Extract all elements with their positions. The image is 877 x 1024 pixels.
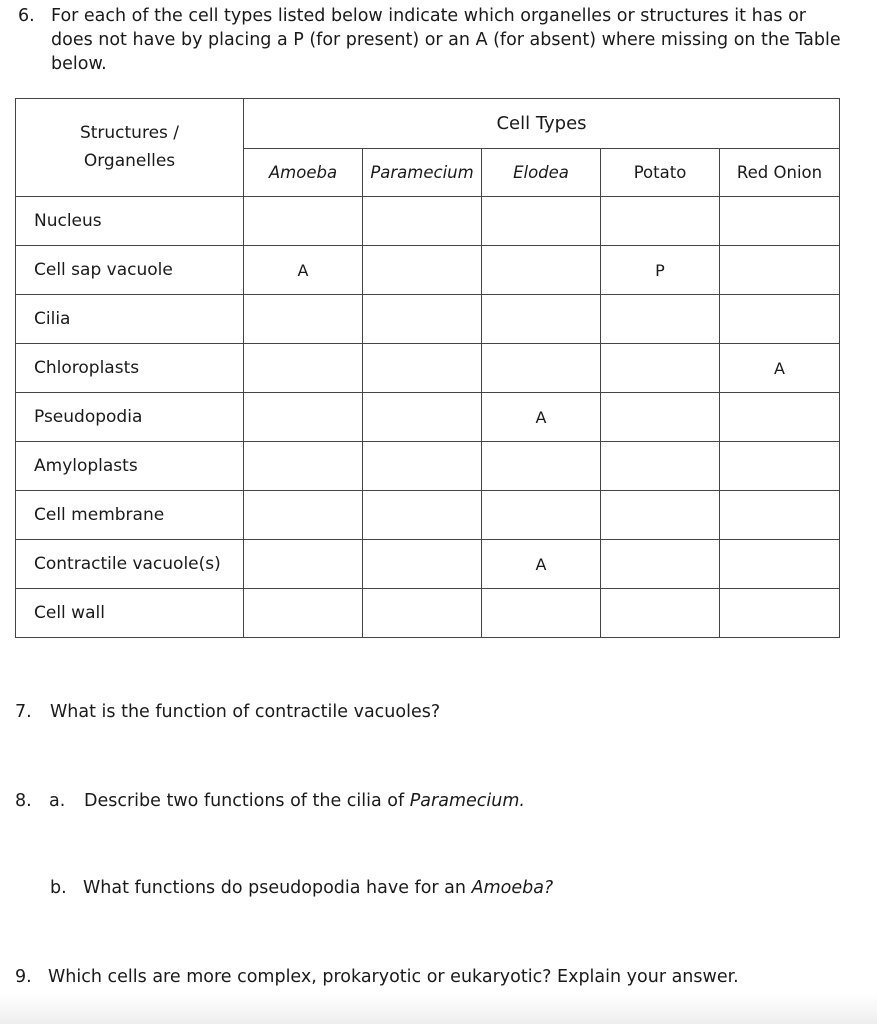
table-cell[interactable]	[363, 393, 482, 442]
column-header-amoeba: Amoeba	[244, 149, 363, 197]
table-cell[interactable]: A	[482, 540, 601, 589]
table-cell[interactable]	[601, 295, 720, 344]
table-cell[interactable]	[363, 589, 482, 638]
row-label: Nucleus	[16, 197, 244, 246]
structures-header	[16, 99, 244, 197]
table-row	[16, 295, 840, 344]
table-cell[interactable]	[720, 246, 840, 295]
row-label: Contractile vacuole(s)	[16, 540, 244, 589]
question-8b-text: What functions do pseudopodia have for an	[83, 878, 467, 898]
table-cell[interactable]	[482, 246, 601, 295]
structures-header-line1: Structures /	[79, 123, 180, 143]
table-cell[interactable]	[482, 442, 601, 491]
question-6-number: 6.	[18, 6, 35, 26]
table-cell[interactable]	[482, 589, 601, 638]
question-8a-text-wrap	[84, 789, 525, 813]
row-label: Cilia	[16, 295, 244, 344]
table-cell[interactable]	[363, 344, 482, 393]
table-row	[16, 491, 840, 540]
question-7-text: What is the function of contractile vacuoles?	[50, 702, 441, 722]
row-label: Pseudopodia	[16, 393, 244, 442]
table-cell[interactable]	[720, 442, 840, 491]
table-cell[interactable]	[720, 589, 840, 638]
table-cell[interactable]	[601, 393, 720, 442]
table-cell[interactable]	[601, 491, 720, 540]
table-row	[16, 540, 840, 589]
column-header-red-onion: Red Onion	[720, 149, 840, 197]
question-6-text: For each of the cell types listed below indicate which organelles or structures it has or does not have by placing a P (for present) or an A (for absent) where missing on the Table below.	[51, 6, 841, 74]
question-8b-label: b.	[50, 878, 67, 898]
cell-types-header: Cell Types	[244, 99, 840, 149]
table-cell[interactable]: A	[720, 344, 840, 393]
table-cell[interactable]	[482, 295, 601, 344]
table-cell[interactable]	[482, 197, 601, 246]
table-cell[interactable]	[720, 540, 840, 589]
table-cell[interactable]	[601, 344, 720, 393]
table-cell[interactable]	[601, 540, 720, 589]
table-cell[interactable]	[720, 491, 840, 540]
table-cell[interactable]	[363, 197, 482, 246]
table-cell[interactable]	[363, 295, 482, 344]
row-label: Cell sap vacuole	[16, 246, 244, 295]
table-cell[interactable]	[363, 491, 482, 540]
cell-types-table	[15, 98, 840, 638]
row-label: Chloroplasts	[16, 344, 244, 393]
row-label: Cell wall	[16, 589, 244, 638]
table-cell[interactable]	[244, 295, 363, 344]
table-cell[interactable]	[244, 197, 363, 246]
table-cell[interactable]	[601, 197, 720, 246]
table-cell[interactable]	[601, 589, 720, 638]
table-cell[interactable]	[244, 442, 363, 491]
table-cell[interactable]	[720, 197, 840, 246]
column-header-potato: Potato	[601, 149, 720, 197]
question-9-number: 9.	[15, 967, 32, 987]
table-cell[interactable]	[482, 491, 601, 540]
table-cell[interactable]	[244, 344, 363, 393]
table-cell[interactable]	[363, 540, 482, 589]
question-7-number: 7.	[15, 702, 32, 722]
table-row	[16, 589, 840, 638]
table-cell[interactable]	[244, 491, 363, 540]
table-cell[interactable]	[244, 393, 363, 442]
table-cell[interactable]: A	[482, 393, 601, 442]
row-label: Amyloplasts	[16, 442, 244, 491]
question-9-text: Which cells are more complex, prokaryotic or eukaryotic? Explain your answer.	[48, 967, 739, 987]
table-cell[interactable]	[363, 442, 482, 491]
table-cell[interactable]	[720, 393, 840, 442]
table-cell[interactable]: A	[244, 246, 363, 295]
table-row	[16, 442, 840, 491]
question-8b-text-wrap	[83, 876, 553, 900]
column-header-elodea: Elodea	[482, 149, 601, 197]
question-8a-label: a.	[49, 791, 66, 811]
table-row	[16, 344, 840, 393]
table-cell[interactable]	[720, 295, 840, 344]
question-8a-text: Describe two functions of the cilia of	[84, 791, 405, 811]
structures-header-line2: Organelles	[83, 151, 176, 171]
table-cell[interactable]	[363, 246, 482, 295]
table-cell[interactable]: P	[601, 246, 720, 295]
row-label: Cell membrane	[16, 491, 244, 540]
question-8a-italic: Paramecium.	[409, 791, 525, 811]
table-row	[16, 393, 840, 442]
table-row	[16, 197, 840, 246]
table-cell[interactable]	[601, 442, 720, 491]
table-cell[interactable]	[244, 589, 363, 638]
table-cell[interactable]	[244, 540, 363, 589]
page-bottom-shadow	[0, 994, 877, 1024]
column-header-paramecium: Paramecium	[363, 149, 482, 197]
question-8-number: 8.	[15, 791, 32, 811]
table-row	[16, 246, 840, 295]
table-cell[interactable]	[482, 344, 601, 393]
question-8b-italic: Amoeba?	[471, 878, 554, 898]
